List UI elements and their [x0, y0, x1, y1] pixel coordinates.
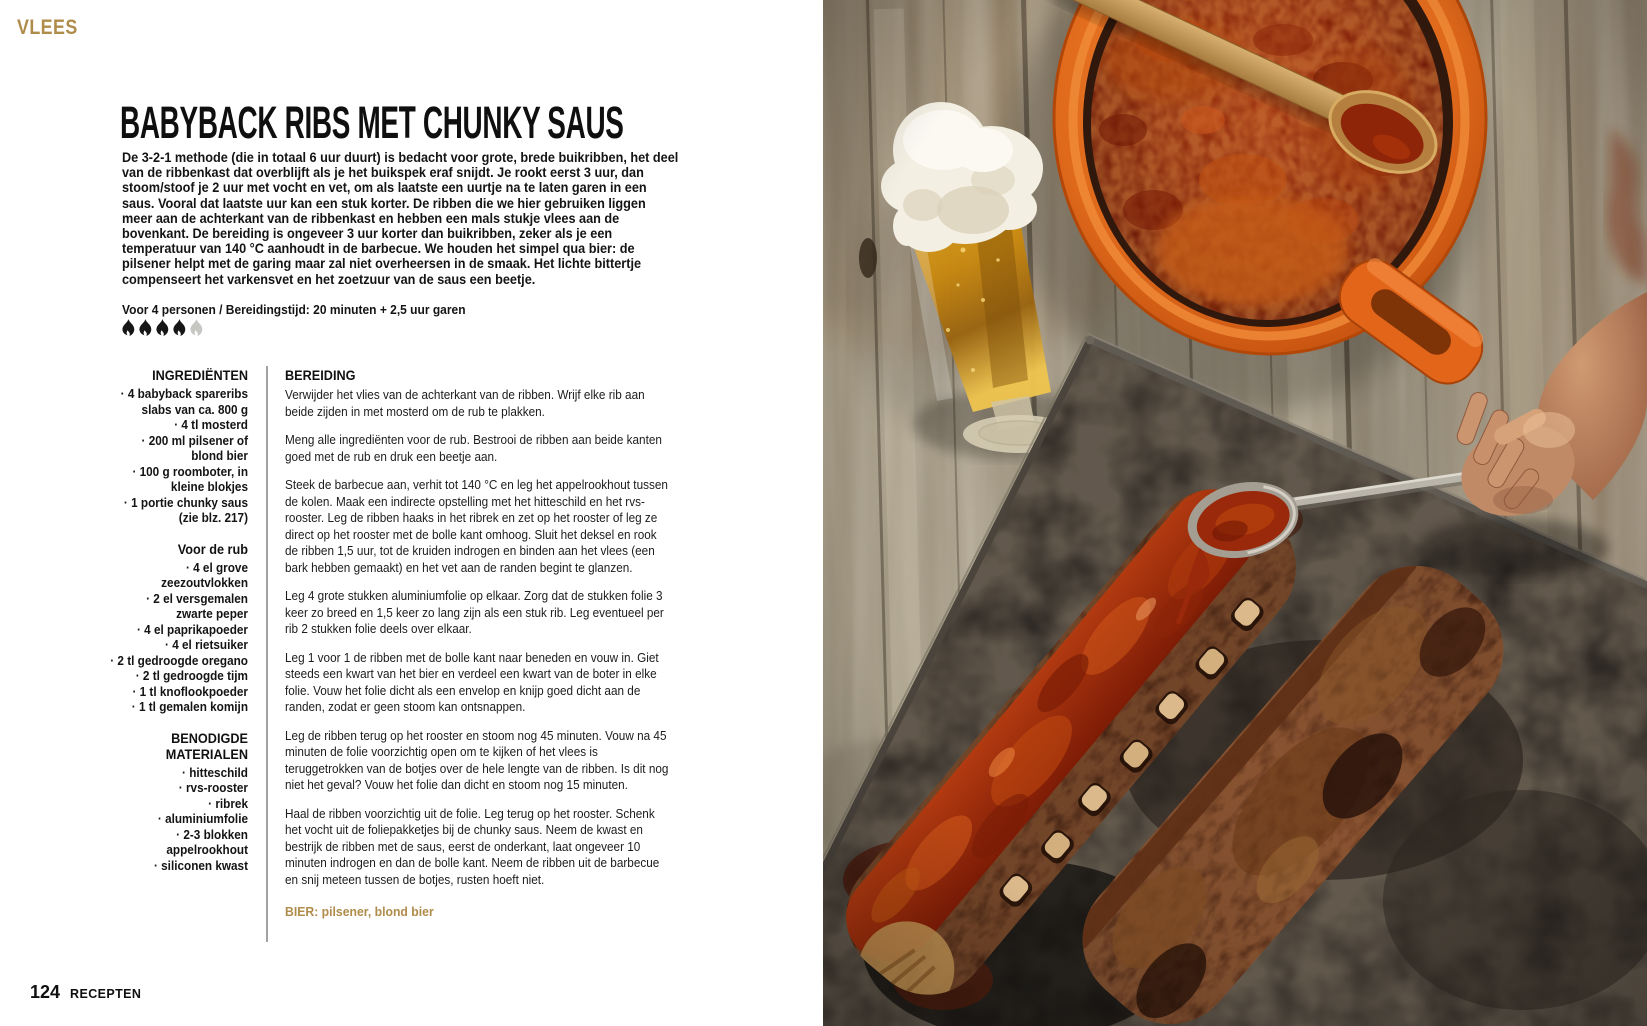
- material-item: · 2-3 blokken appelrookhout: [166, 827, 248, 857]
- ingredients-column: [109, 368, 248, 874]
- material-item: · rvs-rooster: [178, 781, 248, 795]
- recipe-photo: [823, 0, 1647, 1026]
- serving-info: Voor 4 personen / Bereidingstijd: 20 minuten + 2,5 uur garen: [122, 303, 466, 317]
- preparation-step: Verwijder het vlies van de achterkant van de ribben. Wrijf elke rib aan beide zijden in met mosterd om de rub te plakken.: [285, 388, 645, 419]
- ingredients-header: INGREDIËNTEN: [152, 368, 248, 383]
- material-item: · siliconen kwast: [153, 858, 248, 873]
- preparation-step: Haal de ribben voorzichtig uit de folie. Leg terug op het rooster. Schenk het vocht uit de foliepakketjes bij de chunky saus. Neem de kwast en bestrijk de ribben met de saus, eerst de onderkant, laat ongeveer 10 minuten indrogen en dan de bolle kant. Neem de ribben uit de barbecue en snij meteen tussen de botjes, rusten hoeft niet.: [285, 806, 660, 887]
- ingredients-list: [109, 387, 248, 527]
- recipe-text-page: [0, 0, 823, 1026]
- rub-ingredient-item: · 2 el versgemalen zwarte peper: [146, 591, 248, 621]
- category-label: VLEES: [17, 16, 78, 39]
- preparation-step: Leg 1 voor 1 de ribben met de bolle kant naar beneden en vouw in. Giet steeds een kwart van het bier en verdeel een kwart van de boter in elke folie. Vouw het folie dicht als een envelop en knijp goed dicht aan de randen, zodat er geen stoom kan ontsnappen.: [285, 650, 659, 714]
- preparation-column: [285, 368, 669, 919]
- flame-icon: [155, 319, 170, 337]
- preparation-step: Leg de ribben terug op het rooster en stoom nog 45 minuten. Vouw na 45 minuten de folie voorzichtig open om te kijken of het vlees is teruggetrokken van de botjes over de hele lengte van de ribben. Is dit nog niet het geval? Vouw het folie dan dicht en stoom nog 15 minuten.: [285, 728, 669, 792]
- preparation-step: Leg 4 grote stukken aluminiumfolie op elkaar. Zorg dat de stukken folie 3 keer zo breed en 1,5 keer zo lang zijn als een stuk rib. Leg eventueel per rib 2 stukken folie deels over elkaar.: [285, 589, 664, 636]
- flame-icon: [121, 319, 136, 337]
- footer-section-label: RECEPTEN: [70, 987, 142, 1001]
- materials-list: [109, 766, 248, 875]
- material-item: · ribrek: [208, 796, 248, 811]
- rub-header: Voor de rub: [177, 541, 248, 557]
- preparation-step: Steek de barbecue aan, verhit tot 140 °C en leg het appelrookhout tussen de kolen. Maak een indirecte opstelling met het hitteschild en het rvs-rooster. Leg de ribben haaks in het ribrek en zet op het rooster of leg ze direct op het rooster met de bolle kant omhoog. Sluit het deksel en rook de ribben 1,5 uur, tot de kruiden indrogen en binden aan het vlees (een bark hebben gemaakt) en het vet aan de randen begint te glanzen.: [285, 478, 668, 575]
- recipe-intro: De 3-2-1 methode (die in totaal 6 uur duurt) is bedacht voor grote, brede buikribben, het deel van de ribbenkast dat overblijft als je het buikspek eraf snijdt. Je rookt eerst 3 uur, dan stoom/stoof je 2 uur met vocht en vet, om als laatste een uurtje na te laten garen in een saus. Vooral dat laatste uur kan een stuk korter. De ribben die we hier gebruiken liggen meer aan de achterkant van de ribbenkast en hebben een mals stukje vlees aan de bovenkant. De bereiding is ongeveer 3 uur korter dan buikribben, zeker als je een temperatuur van 140 °C aanhoudt in de barbecue. We houden het simpel qua bier: de pilsener helpt met de garing maar zal niet overheersen in de smaak. Het lichte bittertje compenseert het varkensvet en het zoetzuur van de saus een beetje.: [122, 150, 679, 287]
- rub-ingredient-item: · 1 tl gemalen komijn: [131, 700, 248, 714]
- recipe-title: BABYBACK RIBS MET CHUNKY SAUS: [120, 97, 624, 148]
- rub-ingredient-item: · 4 el rietsuiker: [165, 638, 248, 652]
- ingredient-item: · 1 portie chunky saus (zie blz. 217): [123, 495, 248, 525]
- flame-icon: [172, 319, 187, 337]
- page-number: 124: [30, 982, 61, 1002]
- preparation-steps: [285, 387, 669, 888]
- rub-ingredient-item: · 1 tl knoflookpoeder: [132, 684, 248, 699]
- beer-pairing: BIER: pilsener, blond bier: [285, 904, 434, 919]
- flame-icon: [138, 319, 153, 337]
- preparation-step: Meng alle ingrediënten voor de rub. Bestrooi de ribben aan beide kanten goed met de rub en druk een beetje aan.: [285, 433, 662, 464]
- page-footer: [30, 982, 141, 1003]
- materials-header: BENODIGDE MATERIALEN: [165, 730, 248, 762]
- rub-ingredient-item: · 2 tl gedroogde tijm: [135, 669, 248, 683]
- flame-icon: [189, 319, 204, 337]
- heat-level-indicator: [121, 319, 204, 337]
- column-divider: [266, 366, 268, 942]
- preparation-header: BEREIDING: [285, 368, 356, 383]
- rub-ingredient-item: · 2 tl gedroogde oregano: [110, 653, 248, 668]
- ingredient-item: · 200 ml pilsener of blond bier: [141, 433, 248, 463]
- material-item: · hitteschild: [182, 765, 248, 780]
- rub-ingredients-list: [109, 561, 248, 716]
- material-item: · aluminiumfolie: [157, 812, 248, 826]
- rub-ingredient-item: · 4 el paprikapoeder: [136, 622, 248, 637]
- ingredient-item: · 4 babyback spareribs slabs van ca. 800 g: [120, 387, 248, 417]
- rub-ingredient-item: · 4 el grove zeezoutvlokken: [161, 560, 248, 590]
- ingredient-item: · 100 g roomboter, in kleine blokjes: [132, 464, 248, 494]
- vignette: [823, 0, 1647, 1026]
- ingredient-item: · 4 tl mosterd: [174, 418, 248, 432]
